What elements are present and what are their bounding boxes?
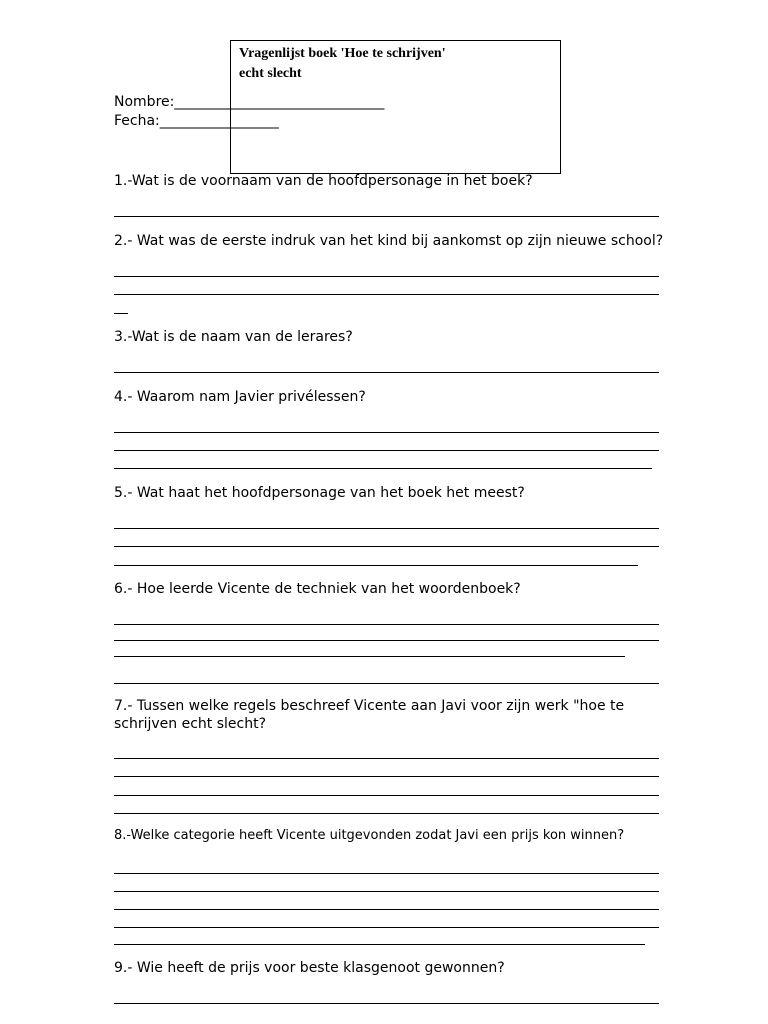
answer-line[interactable] — [114, 450, 659, 451]
answer-line[interactable] — [114, 795, 659, 796]
question-5: 5.- Wat haat het hoofdpersonage van het boek het meest? — [114, 485, 525, 501]
answer-line-stub[interactable] — [114, 313, 128, 314]
date-field[interactable]: Fecha:_________________ — [114, 113, 279, 129]
answer-line[interactable] — [114, 944, 645, 945]
name-field[interactable]: Nombre:______________________________ — [114, 94, 385, 110]
answer-line[interactable] — [114, 873, 659, 874]
answer-line[interactable] — [114, 1003, 659, 1004]
question-3: 3.-Wat is de naam van de lerares? — [114, 329, 353, 345]
answer-line[interactable] — [114, 372, 659, 373]
answer-line[interactable] — [114, 468, 652, 469]
question-9: 9.- Wie heeft de prijs voor beste klasgenoot gewonnen? — [114, 960, 505, 976]
answer-line[interactable] — [114, 624, 659, 625]
answer-line[interactable] — [114, 276, 659, 277]
answer-line[interactable] — [114, 640, 659, 641]
answer-line[interactable] — [114, 927, 659, 928]
answer-line[interactable] — [114, 891, 659, 892]
question-1: 1.-Wat is de voornaam van de hoofdpersonage in het boek? — [114, 173, 533, 189]
question-8: 8.-Welke categorie heeft Vicente uitgevonden zodat Javi een prijs kon winnen? — [114, 828, 625, 843]
question-4: 4.- Waarom nam Javier privélessen? — [114, 389, 366, 405]
title-line-2: echt slecht — [239, 66, 302, 81]
answer-line[interactable] — [114, 294, 659, 295]
answer-line[interactable] — [114, 432, 659, 433]
title-line-1: Vragenlijst boek 'Hoe te schrijven' — [239, 46, 446, 61]
answer-line[interactable] — [114, 656, 625, 657]
answer-line[interactable] — [114, 565, 638, 566]
worksheet-title — [239, 44, 539, 84]
answer-line[interactable] — [114, 758, 659, 759]
answer-line[interactable] — [114, 683, 659, 684]
question-2: 2.- Wat was de eerste indruk van het kind bij aankomst op zijn nieuwe school? — [114, 233, 664, 249]
answer-line[interactable] — [114, 216, 659, 217]
answer-line[interactable] — [114, 813, 659, 814]
answer-line[interactable] — [114, 546, 659, 547]
answer-line[interactable] — [114, 776, 659, 777]
answer-line[interactable] — [114, 909, 659, 910]
answer-line[interactable] — [114, 528, 659, 529]
question-6: 6.- Hoe leerde Vicente de techniek van het woordenboek? — [114, 581, 521, 597]
question-7: 7.- Tussen welke regels beschreef Vicente aan Javi voor zijn werk "hoe te schrijven echt slecht? — [114, 698, 625, 732]
